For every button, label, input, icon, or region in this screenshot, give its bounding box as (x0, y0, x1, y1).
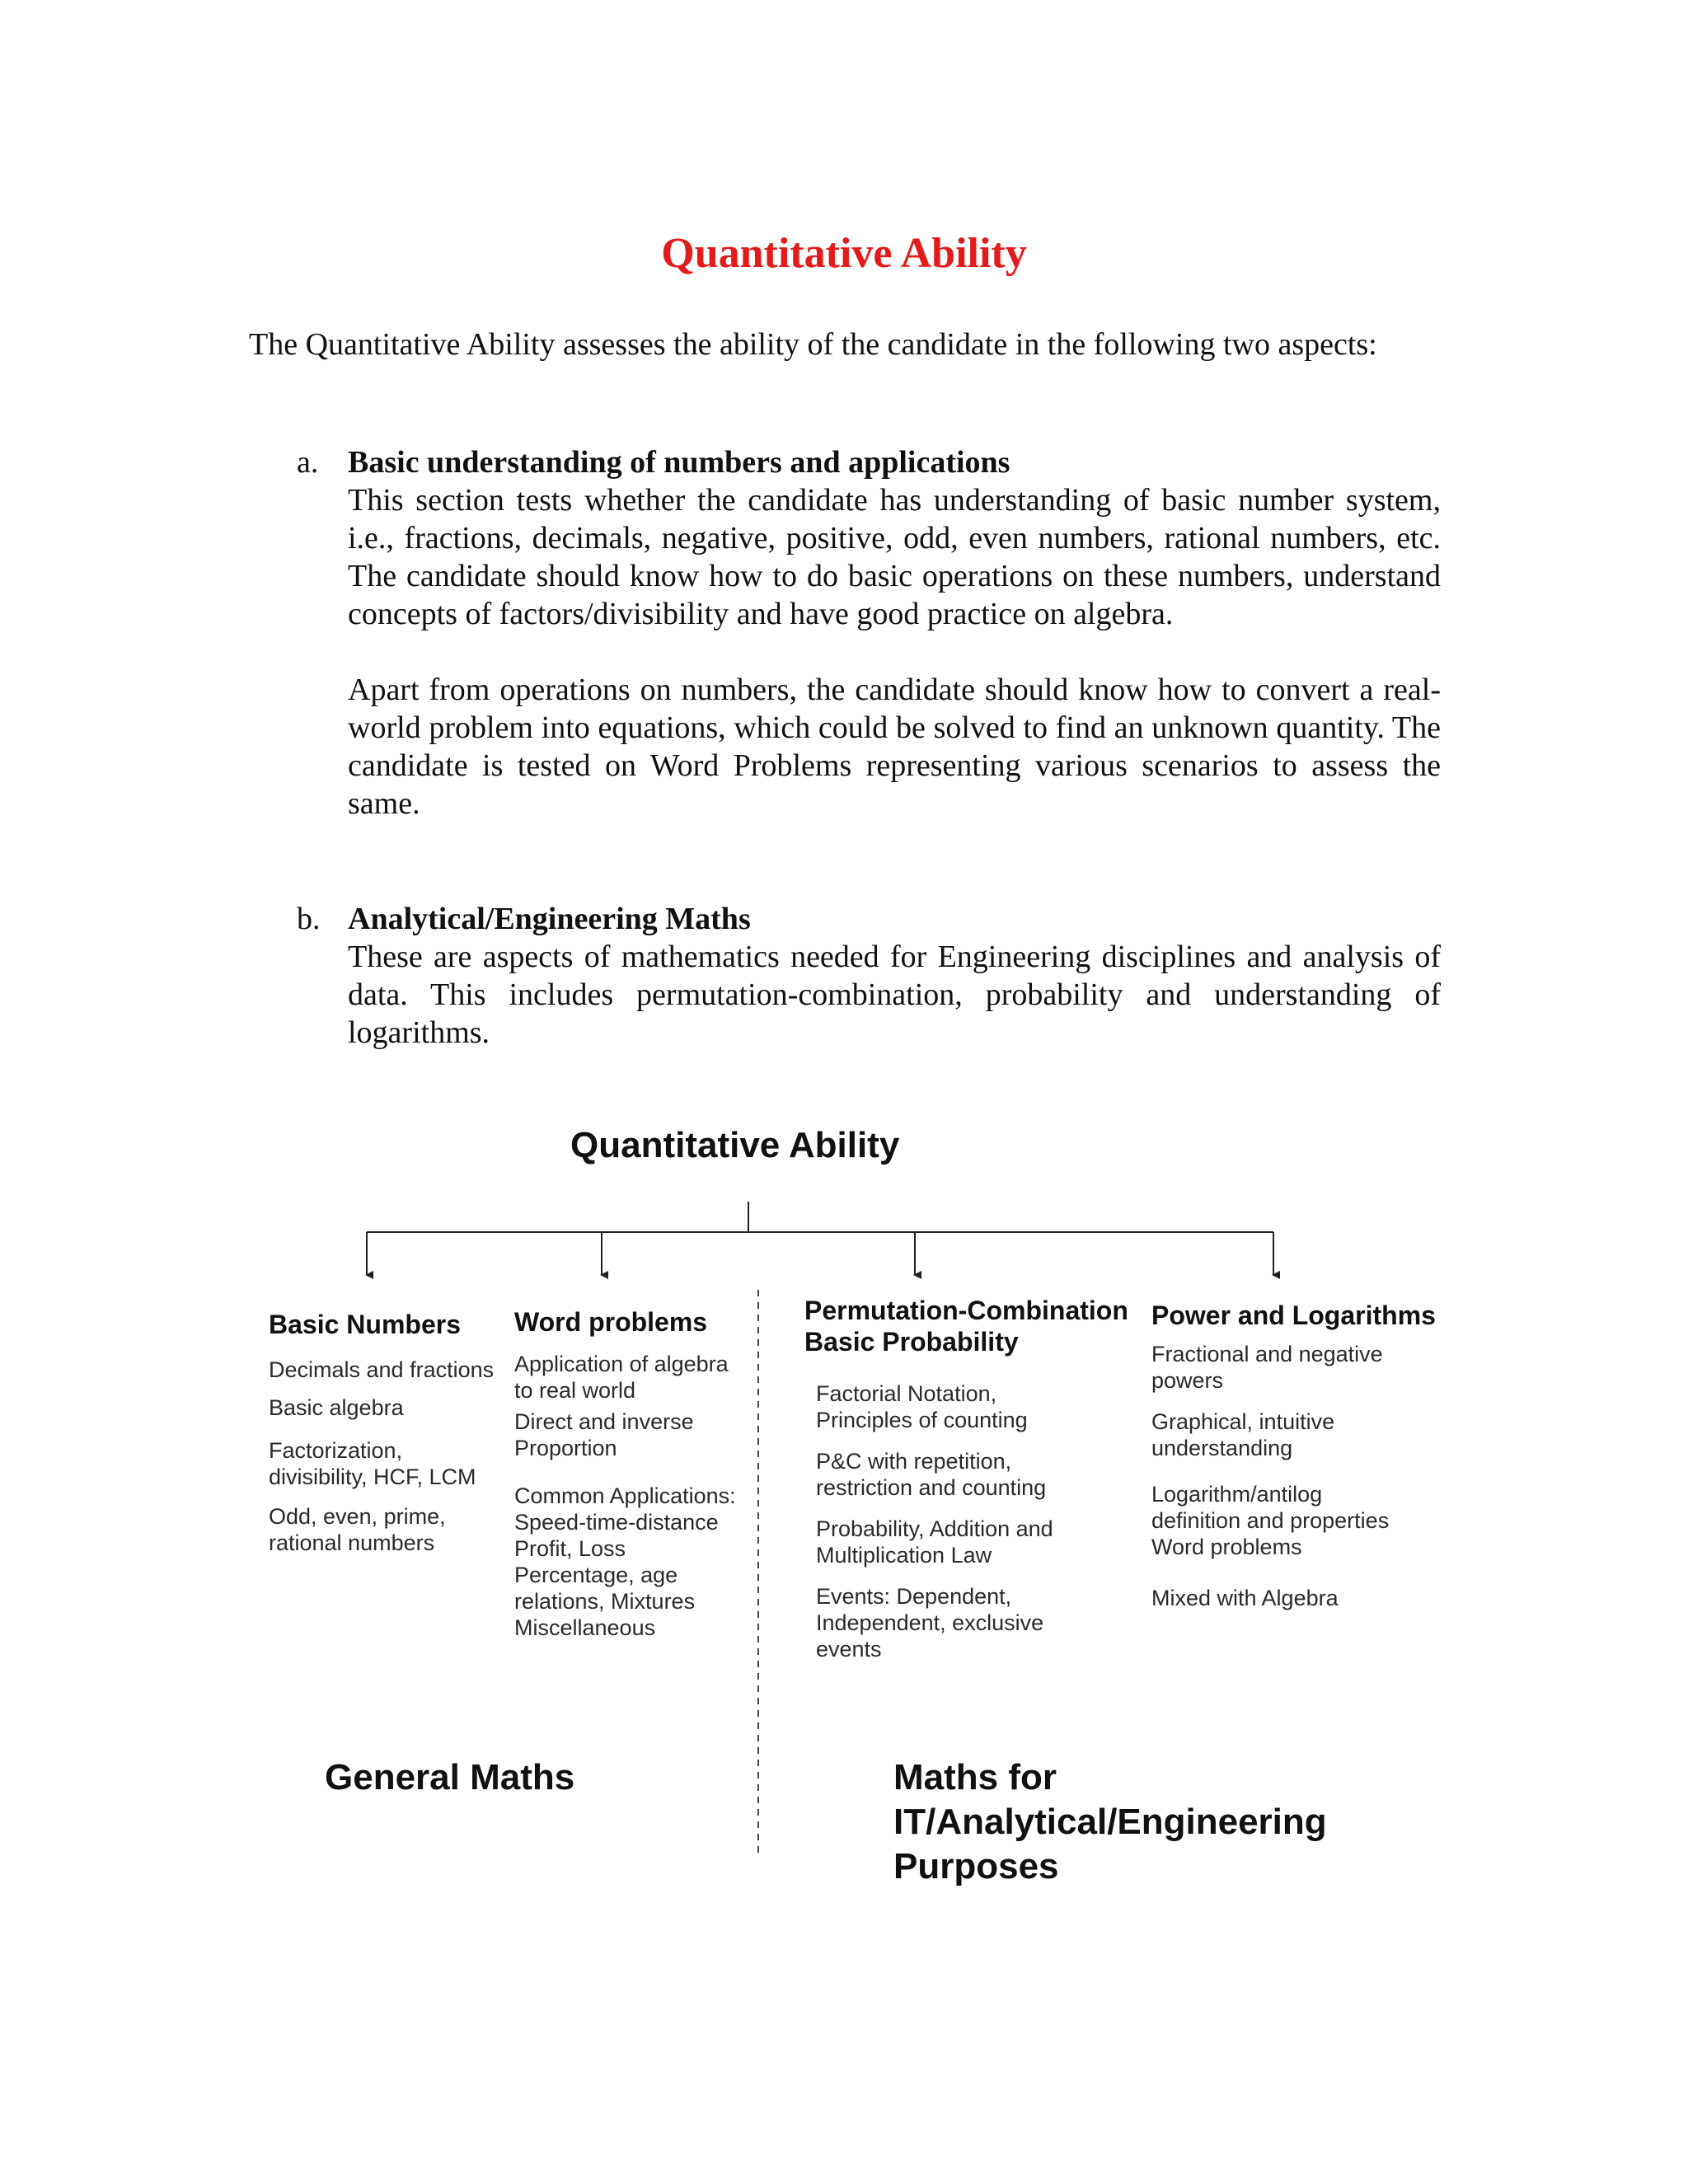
column-power-logarithms (1151, 1300, 1465, 1611)
footer-line: IT/Analytical/Engineering (893, 1802, 1327, 1842)
column-item: Graphical, intuitive (1151, 1409, 1335, 1434)
section-paragraph: These are aspects of mathematics needed for Engineering disciplines and analysis of data. This includes permutation-combination, probability and understanding of logarithms. (348, 940, 1441, 1050)
column-item: Percentage, age (514, 1563, 678, 1587)
section-marker: a. (297, 445, 319, 480)
column-item: definition and properties (1151, 1508, 1390, 1533)
column-item: Proportion (514, 1436, 617, 1460)
column-item: Factorization, (269, 1438, 403, 1463)
column-permutation-probability (804, 1295, 1151, 1662)
footer-line: Purposes (893, 1846, 1059, 1886)
column-heading: Basic Numbers (269, 1310, 461, 1339)
column-word-problems (514, 1306, 753, 1641)
column-item: Basic algebra (269, 1395, 404, 1420)
column-item: divisibility, HCF, LCM (269, 1465, 476, 1489)
column-item: to real world (514, 1378, 636, 1403)
column-item: Odd, even, prime, (269, 1504, 446, 1529)
footer-line: Maths for (893, 1757, 1057, 1797)
section-paragraph: Apart from operations on numbers, the candidate should know how to convert a real-world problem into equations, which could be solved to find an unknown quantity. The candidate is tested on Word Problems representing various scenarios to assess the same. (348, 673, 1441, 821)
section-marker: b. (297, 902, 321, 936)
column-basic-numbers (269, 1309, 508, 1556)
footer-engineering-maths (893, 1755, 1327, 1889)
column-heading: Basic Probability (804, 1327, 1019, 1357)
section-heading: Analytical/Engineering Maths (348, 902, 751, 936)
page-title: Quantitative Ability (661, 230, 1027, 277)
column-item: relations, Mixtures (514, 1589, 696, 1614)
section-paragraph: This section tests whether the candidate has understanding of basic number system, i.e., fractions, decimals, negative, positive, odd, even numbers, rational numbers, etc. The candidate should know how to do basic operations on these numbers, understand concepts of factors/divisibility and have good practice on algebra. (348, 483, 1441, 631)
column-item: Factorial Notation, (816, 1381, 997, 1406)
column-item: P&C with repetition, (816, 1449, 1012, 1474)
column-item: Direct and inverse (514, 1409, 694, 1434)
column-item: powers (1151, 1368, 1224, 1393)
column-item: Word problems (1151, 1535, 1302, 1559)
column-item: Speed-time-distance (514, 1510, 719, 1535)
column-item: restriction and counting (816, 1475, 1047, 1500)
column-item: events (816, 1637, 882, 1661)
column-item: Common Applications: (514, 1483, 736, 1508)
column-item: rational numbers (269, 1530, 435, 1555)
column-item: Mixed with Algebra (1151, 1586, 1339, 1610)
column-item: Decimals and fractions (269, 1357, 495, 1382)
column-item: Independent, exclusive (816, 1610, 1044, 1635)
footer-general-maths: General Maths (325, 1757, 575, 1797)
diagram-title: Quantitative Ability (570, 1125, 900, 1165)
column-item: Application of algebra (514, 1352, 729, 1376)
column-item: Fractional and negative (1151, 1342, 1383, 1366)
column-item: Events: Dependent, (816, 1584, 1012, 1609)
column-item: understanding (1151, 1436, 1293, 1460)
column-item: Probability, Addition and (816, 1516, 1053, 1541)
column-item: Miscellaneous (514, 1615, 656, 1640)
column-heading: Power and Logarithms (1151, 1301, 1436, 1330)
column-heading: Permutation-Combination (804, 1296, 1128, 1325)
column-item: Multiplication Law (816, 1543, 992, 1568)
section-heading: Basic understanding of numbers and applications (348, 445, 1010, 480)
column-item: Logarithm/antilog (1151, 1482, 1323, 1507)
column-heading: Word problems (514, 1307, 708, 1337)
column-item: Profit, Loss (514, 1536, 626, 1561)
intro-paragraph: The Quantitative Ability assesses the ability of the candidate in the following two aspects: (249, 327, 1377, 362)
column-item: Principles of counting (816, 1408, 1028, 1432)
